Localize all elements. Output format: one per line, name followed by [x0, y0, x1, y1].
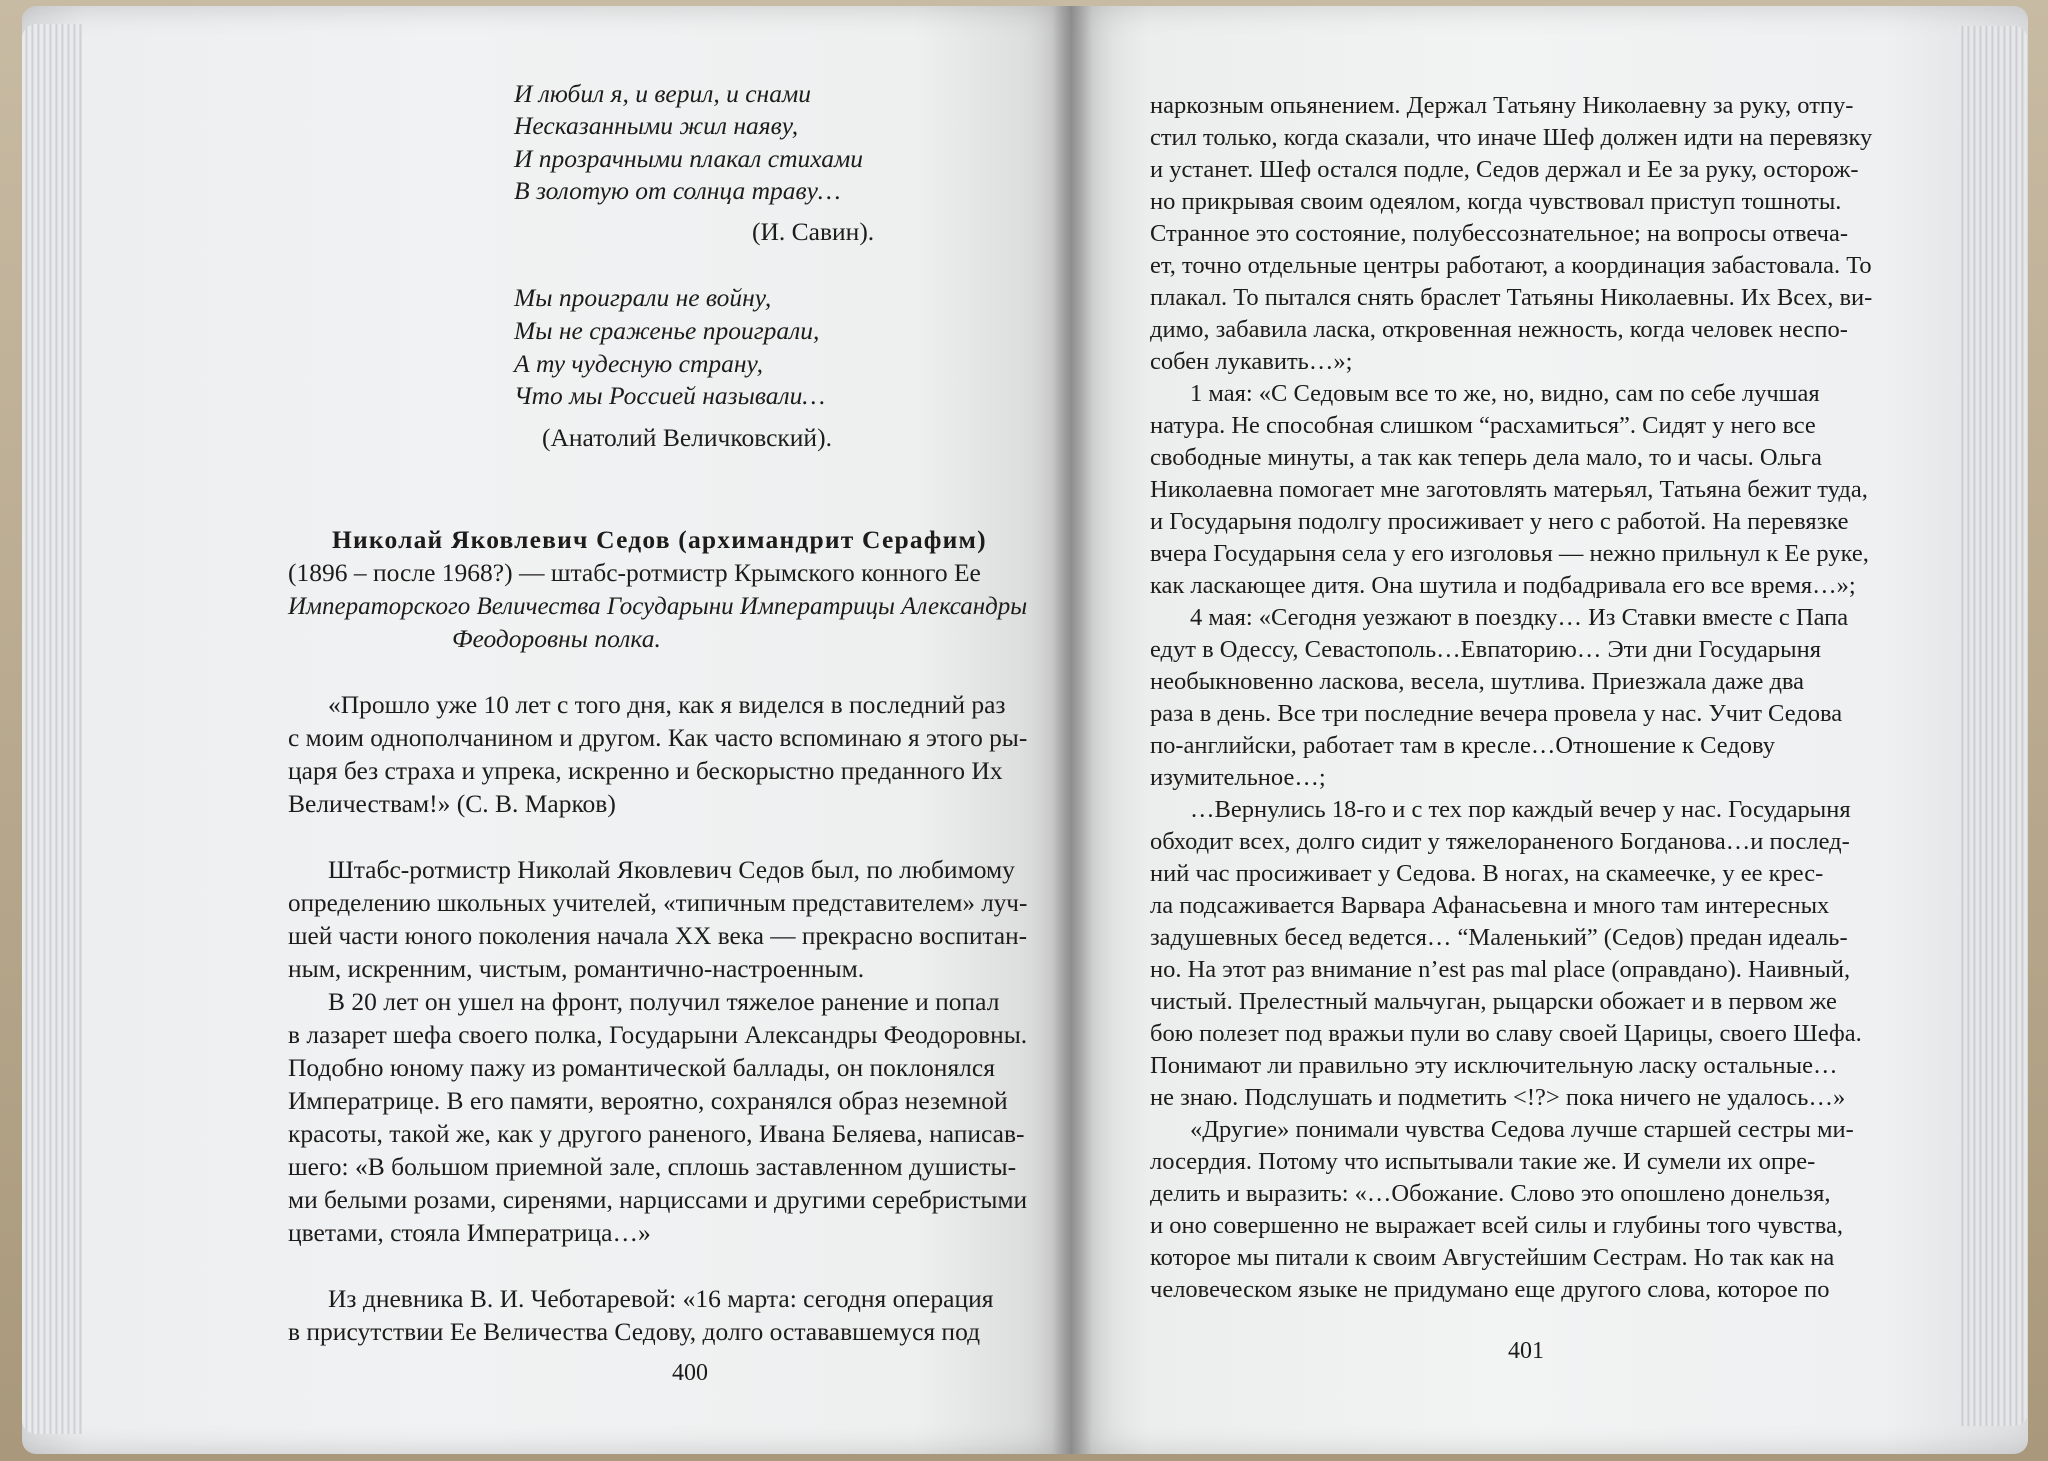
poem1-line: И любил я, и верил, и снами: [514, 79, 811, 108]
right-text-line: задушевных бесед ведется… “Маленький” (Седов) предан идеаль-: [1150, 924, 1848, 951]
right-text-line: ет, точно отдельные центры работают, а координация забастовала. То: [1150, 252, 1872, 279]
poem1-line: В золотую от солнца траву…: [514, 176, 841, 205]
paragraph-line: ным, искренним, чистым, романтично-настроенным.: [288, 954, 865, 983]
heading-line: Императорского Величества Государыни Императрицы Александры: [288, 591, 1028, 620]
paragraph-line: в лазарет шефа своего полка, Государыни Александры Феодоровны.: [288, 1020, 1028, 1049]
right-text-line: и устанет. Шеф остался подле, Седов держал и Ее за руку, осторож-: [1150, 156, 1859, 183]
heading-line: (1896 – после 1968?) — штабс-ротмистр Крымского конного Ее: [288, 558, 981, 587]
right-text-line: как ласкающее дитя. Она шутила и подбадривала его все время…»;: [1150, 572, 1856, 599]
poem2-line: Мы проиграли не войну,: [514, 283, 772, 312]
poem1-line: И прозрачными плакал стихами: [514, 144, 864, 173]
right-text-line: но прикрывая своим одеялом, когда чувствовал приступ тошноты.: [1150, 188, 1842, 215]
page-number-left: 400: [672, 1360, 708, 1386]
paragraph-line: ми белыми розами, сиренями, нарциссами и другими серебристыми: [288, 1185, 1028, 1214]
right-page-edges: [1958, 26, 2028, 1426]
right-text-line: делить и выразить: «…Обожание. Слово это опошлено донельзя,: [1150, 1180, 1831, 1207]
right-text-line: наркозным опьянением. Держал Татьяну Николаевну за руку, отпу-: [1150, 92, 1854, 119]
right-text-line: лосердия. Потому что испытывали такие же. И сумели их опре-: [1150, 1148, 1816, 1175]
right-text-line: 4 мая: «Сегодня уезжают в поездку… Из Ставки вместе с Папа: [1190, 604, 1849, 631]
paragraph-line: Штабс-ротмистр Николай Яковлевич Седов был, по любимому: [328, 855, 1015, 884]
right-text-line: свободные минуты, а так как теперь дела мало, то и часы. Ольга: [1150, 444, 1822, 471]
right-text-line: человеческом языке не придумано еще другого слова, которое по: [1150, 1276, 1830, 1303]
right-text-line: димо, забавила ласка, откровенная нежность, когда человек неспо-: [1150, 316, 1848, 343]
poem2-line: Мы не сраженье проиграли,: [514, 316, 820, 345]
heading-line: Феодоровны полка.: [452, 624, 661, 653]
right-text-line: бою полезет под вражьи пули во славу своей Царицы, своего Шефа.: [1150, 1020, 1862, 1047]
right-text-line: Николаевна помогает мне заготовлять матерьял, Татьяна бежит туда,: [1150, 476, 1868, 503]
paragraph-line: красоты, такой же, как у другого раненого, Ивана Беляева, написав-: [288, 1119, 1025, 1148]
right-text-line: по-английски, работает там в кресле…Отношение к Седову: [1150, 732, 1775, 759]
paragraph-line: шего: «В большом приемной зале, сплошь заставленном душисты-: [288, 1152, 1017, 1181]
right-text-line: изумительное…;: [1150, 764, 1326, 791]
paragraph-line: Императрице. В его памяти, вероятно, сохранялся образ неземной: [288, 1086, 1008, 1115]
right-text-line: обходит всех, долго сидит у тяжелораненого Богданова…и послед-: [1150, 828, 1850, 855]
poem2-line: Что мы Россией называли…: [514, 381, 826, 410]
poem2-attribution: (Анатолий Величковский).: [542, 423, 832, 452]
right-text-line: Странное это состояние, полубессознательное; на вопросы отвеча-: [1150, 220, 1848, 247]
left-page-edges: [22, 24, 82, 1434]
page-number-right: 401: [1508, 1338, 1544, 1364]
quote-line: «Прошло уже 10 лет с того дня, как я виделся в последний раз: [328, 690, 1006, 719]
paragraph-line: определению школьных учителей, «типичным представителем» луч-: [288, 888, 1028, 917]
right-text-line: натура. Не способная слишком “расхамиться”. Сидят у него все: [1150, 412, 1816, 439]
poem2-line: А ту чудесную страну,: [514, 349, 763, 378]
right-text-line: раза в день. Все три последние вечера провела у нас. Учит Седова: [1150, 700, 1843, 727]
paragraph-line: Подобно юному пажу из романтической баллады, он поклонялся: [288, 1053, 995, 1082]
right-text-line: и Государыня подолгу просиживает у него с работой. На перевязке: [1150, 508, 1849, 535]
poem1-attribution: (И. Савин).: [752, 217, 875, 246]
right-text-line: ний час просиживает у Седова. В ногах, на скамеечке, у ее крес-: [1150, 860, 1824, 887]
right-text-line: чистый. Прелестный мальчуган, рыцарски обожает и в первом же: [1150, 988, 1837, 1015]
paragraph-line: цветами, стояла Императрица…»: [288, 1218, 651, 1247]
right-text-line: и оно совершенно не выражает всей силы и глубины того чувства,: [1150, 1212, 1843, 1239]
right-text-line: Понимают ли правильно эту исключительную ласку остальные…: [1150, 1052, 1838, 1079]
paragraph-line: шей части юного поколения начала XX века — прекрасно воспитан-: [288, 921, 1028, 950]
book-gutter: [1052, 6, 1092, 1454]
right-text-line: необыкновенно ласкова, весела, шутлива. Приезжала даже два: [1150, 668, 1805, 695]
poem1-line: Несказанными жил наяву,: [514, 111, 799, 140]
paragraph-line: Из дневника В. И. Чеботаревой: «16 марта: сегодня операция: [328, 1284, 994, 1313]
right-text-line: едут в Одессу, Севастополь…Евпаторию… Эти дни Государыня: [1150, 636, 1821, 663]
right-text-line: …Вернулись 18-го и с тех пор каждый вечер у нас. Государыня: [1190, 796, 1851, 823]
right-text-line: вчера Государыня села у его изголовья — нежно прильнул к Ее руке,: [1150, 540, 1869, 567]
right-text-line: не знаю. Подслушать и подметить <!?> пока ничего не удалось…»: [1150, 1084, 1846, 1111]
open-book: [22, 6, 2028, 1454]
quote-line: царя без страха и упрека, искренно и бескорыстно преданного Их: [288, 756, 1003, 785]
paragraph-line: В 20 лет он ушел на фронт, получил тяжелое ранение и попал: [328, 987, 1000, 1016]
heading-name: Николай Яковлевич Седов (архимандрит Серафим): [332, 525, 987, 554]
right-text-line: но. На этот раз внимание n’est pas mal place (оправдано). Наивный,: [1150, 956, 1851, 983]
right-text-line: плакал. То пытался снять браслет Татьяны Николаевны. Их Всех, ви-: [1150, 284, 1873, 311]
right-text-line: «Другие» понимали чувства Седова лучше старшей сестры ми-: [1190, 1116, 1854, 1143]
quote-line: Величествам!» (С. В. Марков): [288, 789, 616, 818]
left-page: [22, 6, 1072, 1454]
right-text-line: ла подсаживается Варвара Афанасьевна и много там интересных: [1150, 892, 1830, 919]
right-page: [1072, 6, 2028, 1454]
right-text-line: 1 мая: «С Седовым все то же, но, видно, сам по себе лучшая: [1190, 380, 1820, 407]
right-text-line: собен лукавить…»;: [1150, 348, 1353, 375]
paragraph-line: в присутствии Ее Величества Седову, долго остававшемуся под: [288, 1317, 981, 1346]
right-text-line: стил только, когда сказали, что иначе Шеф должен идти на перевязку: [1150, 124, 1873, 151]
right-text-line: которое мы питали к своим Августейшим Сестрам. Но так как на: [1150, 1244, 1835, 1271]
quote-line: с моим однополчанином и другом. Как часто вспоминаю я этого ры-: [288, 723, 1028, 752]
